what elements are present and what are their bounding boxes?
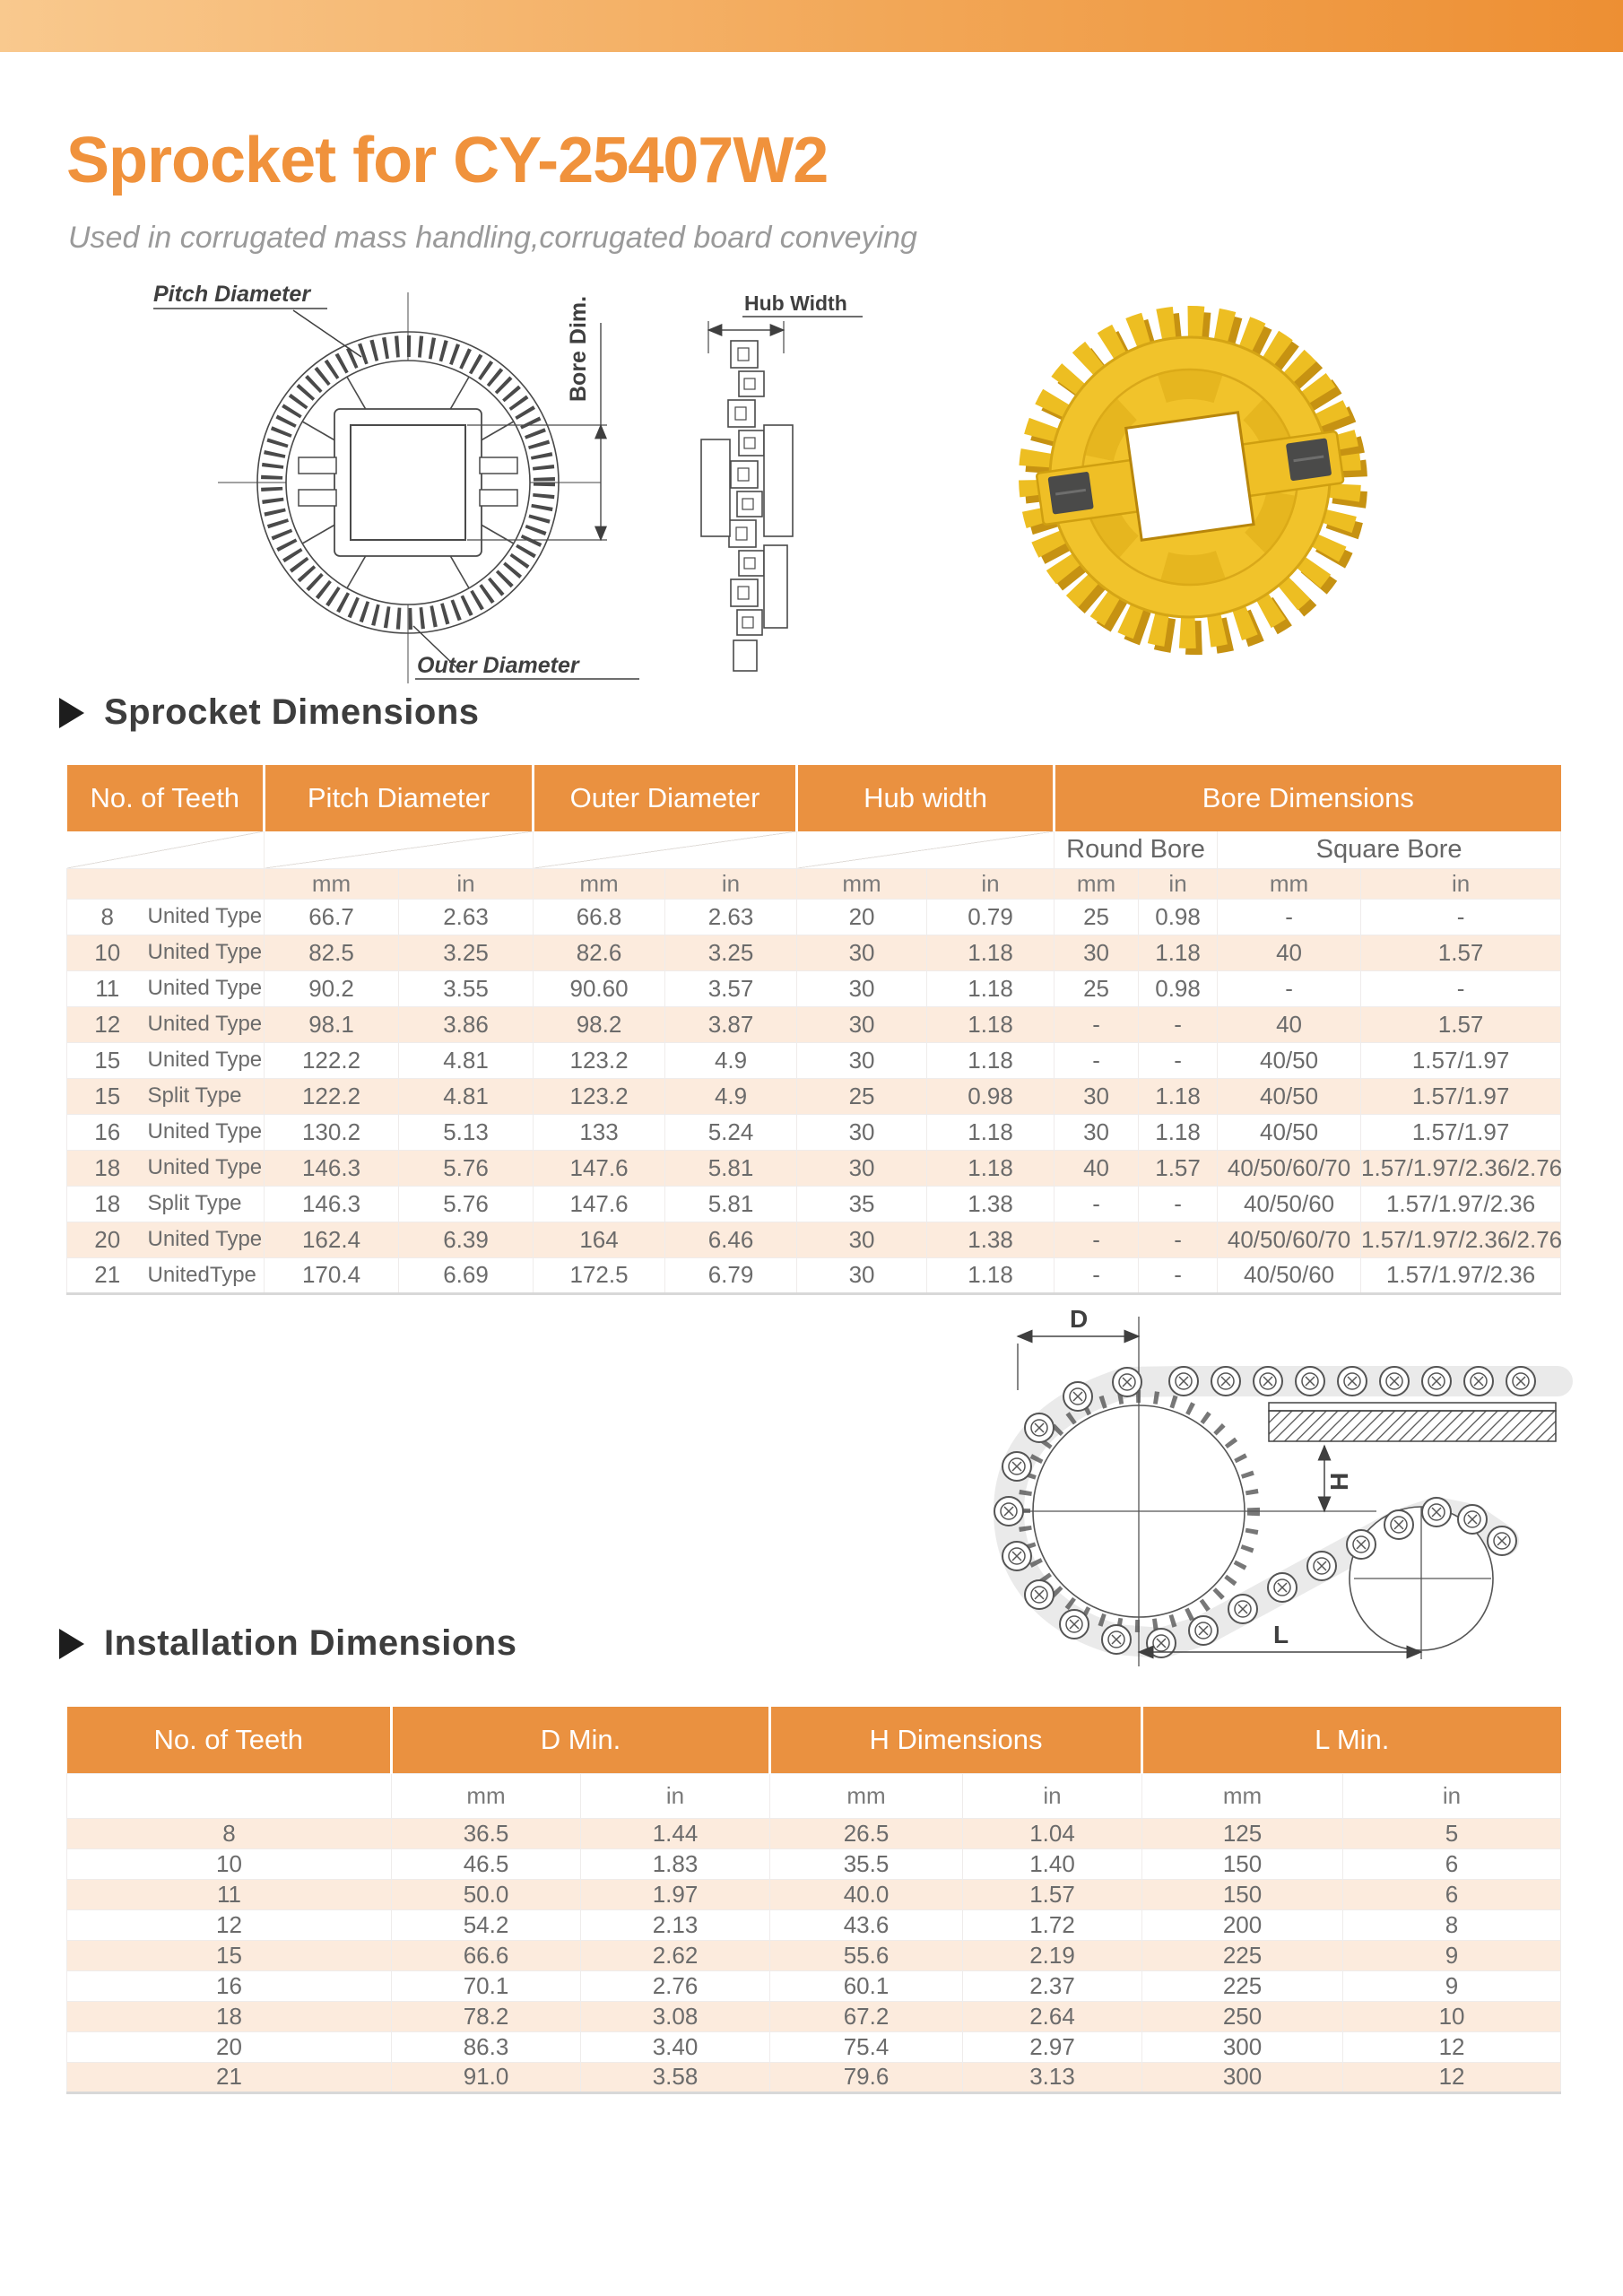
sprocket-front-view-drawing [148, 267, 659, 689]
h-in-cell: 1.40 [963, 1848, 1142, 1879]
pitch-mm-cell: 90.2 [265, 970, 399, 1006]
table-row [67, 1042, 1561, 1078]
d-in-cell: 3.58 [581, 2062, 770, 2092]
pitch-mm-cell: 122.2 [265, 1042, 399, 1078]
unit-in: in [1139, 868, 1218, 899]
round-in-cell: 1.18 [1139, 1114, 1218, 1150]
d-in-cell: 2.76 [581, 1970, 770, 2001]
round-mm-cell: 25 [1055, 970, 1139, 1006]
unit-mm: mm [1218, 868, 1361, 899]
type-cell: United Type [148, 1006, 265, 1042]
unit-in: in [581, 1773, 770, 1818]
pitch-in-cell: 5.13 [399, 1114, 534, 1150]
d-in-cell: 1.83 [581, 1848, 770, 1879]
subheader-round-bore: Round Bore [1055, 831, 1218, 868]
hub-in-cell: 1.18 [927, 1257, 1055, 1293]
outer-in-cell: 5.81 [665, 1186, 797, 1222]
teeth-cell: 21 [67, 1257, 148, 1293]
pitch-mm-cell: 66.7 [265, 899, 399, 935]
dim-h-label: H [1325, 1472, 1353, 1491]
outer-mm-cell: 90.60 [534, 970, 665, 1006]
round-in-cell: - [1139, 1257, 1218, 1293]
l-in-cell: 9 [1343, 1940, 1561, 1970]
d-mm-cell: 66.6 [392, 1940, 581, 1970]
pitch-mm-cell: 146.3 [265, 1186, 399, 1222]
outer-mm-cell: 98.2 [534, 1006, 665, 1042]
d-in-cell: 1.97 [581, 1879, 770, 1909]
outer-mm-cell: 123.2 [534, 1078, 665, 1114]
page-subtitle: Used in corrugated mass handling,corrugated board conveying [68, 221, 917, 255]
hub-in-cell: 1.18 [927, 1150, 1055, 1186]
square-in-cell: 1.57/1.97 [1361, 1042, 1561, 1078]
outer-in-cell: 3.87 [665, 1006, 797, 1042]
round-in-cell: 1.18 [1139, 1078, 1218, 1114]
unit-mm: mm [534, 868, 665, 899]
table-row [67, 1150, 1561, 1186]
col-header-teeth: No. of Teeth [67, 765, 265, 831]
type-cell: Split Type [148, 1078, 265, 1114]
l-mm-cell: 150 [1142, 1879, 1343, 1909]
h-in-cell: 3.13 [963, 2062, 1142, 2092]
outer-in-cell: 5.24 [665, 1114, 797, 1150]
h-mm-cell: 55.6 [770, 1940, 963, 1970]
d-in-cell: 2.13 [581, 1909, 770, 1940]
teeth-cell: 18 [67, 1186, 148, 1222]
teeth-cell: 12 [67, 1006, 148, 1042]
table-row [67, 1879, 1561, 1909]
d-in-cell: 2.62 [581, 1940, 770, 1970]
teeth-cell: 21 [67, 2062, 392, 2092]
h-mm-cell: 79.6 [770, 2062, 963, 2092]
type-cell: United Type [148, 1042, 265, 1078]
h-in-cell: 2.19 [963, 1940, 1142, 1970]
d-mm-cell: 78.2 [392, 2001, 581, 2031]
hub-mm-cell: 30 [797, 1042, 927, 1078]
pitch-in-cell: 6.39 [399, 1222, 534, 1257]
teeth-cell: 15 [67, 1078, 148, 1114]
d-in-cell: 3.40 [581, 2031, 770, 2062]
outer-mm-cell: 82.6 [534, 935, 665, 970]
section-heading-installation [59, 1623, 516, 1664]
h-mm-cell: 60.1 [770, 1970, 963, 2001]
l-in-cell: 10 [1343, 2001, 1561, 2031]
bottom-accent-bar [0, 0, 1623, 52]
square-in-cell: 1.57/1.97 [1361, 1078, 1561, 1114]
table-row [67, 2031, 1561, 2062]
square-in-cell: 1.57 [1361, 1006, 1561, 1042]
pitch-in-cell: 4.81 [399, 1042, 534, 1078]
square-in-cell: 1.57/1.97/2.36 [1361, 1186, 1561, 1222]
table-row [67, 899, 1561, 935]
unit-in: in [927, 868, 1055, 899]
pitch-in-cell: 5.76 [399, 1150, 534, 1186]
pitch-mm-cell: 122.2 [265, 1078, 399, 1114]
l-mm-cell: 250 [1142, 2001, 1343, 2031]
col-header-outer: Outer Diameter [534, 765, 797, 831]
outer-mm-cell: 147.6 [534, 1150, 665, 1186]
header-row [67, 1707, 1561, 1773]
h-mm-cell: 67.2 [770, 2001, 963, 2031]
d-mm-cell: 36.5 [392, 1818, 581, 1848]
round-mm-cell: - [1055, 1186, 1139, 1222]
l-mm-cell: 200 [1142, 1909, 1343, 1940]
hub-in-cell: 1.18 [927, 970, 1055, 1006]
col-header-teeth: No. of Teeth [67, 1707, 392, 1773]
hub-mm-cell: 30 [797, 1006, 927, 1042]
outer-in-cell: 2.63 [665, 899, 797, 935]
outer-in-cell: 4.9 [665, 1042, 797, 1078]
square-mm-cell: 40/50/60/70 [1218, 1222, 1361, 1257]
table-row [67, 1818, 1561, 1848]
teeth-cell: 10 [67, 1848, 392, 1879]
type-cell: United Type [148, 1222, 265, 1257]
hub-in-cell: 0.98 [927, 1078, 1055, 1114]
outer-mm-cell: 147.6 [534, 1186, 665, 1222]
outer-mm-cell: 172.5 [534, 1257, 665, 1293]
square-in-cell: 1.57 [1361, 935, 1561, 970]
pitch-in-cell: 3.86 [399, 1006, 534, 1042]
pitch-in-cell: 2.63 [399, 899, 534, 935]
hub-mm-cell: 30 [797, 1150, 927, 1186]
l-in-cell: 8 [1343, 1909, 1561, 1940]
square-mm-cell: 40 [1218, 935, 1361, 970]
l-in-cell: 12 [1343, 2062, 1561, 2092]
square-mm-cell: 40/50 [1218, 1078, 1361, 1114]
teeth-cell: 16 [67, 1970, 392, 2001]
outer-in-cell: 3.57 [665, 970, 797, 1006]
teeth-cell: 10 [67, 935, 148, 970]
pitch-in-cell: 3.55 [399, 970, 534, 1006]
round-in-cell: - [1139, 1006, 1218, 1042]
h-in-cell: 1.04 [963, 1818, 1142, 1848]
round-mm-cell: 30 [1055, 1114, 1139, 1150]
square-in-cell: - [1361, 970, 1561, 1006]
round-in-cell: 0.98 [1139, 899, 1218, 935]
round-in-cell: - [1139, 1042, 1218, 1078]
bore-dim-label: Bore Dim. [566, 295, 591, 402]
bore-subheader-row [67, 831, 1561, 868]
l-in-cell: 6 [1343, 1848, 1561, 1879]
table-row [67, 1848, 1561, 1879]
table-row [67, 1114, 1561, 1150]
round-in-cell: 0.98 [1139, 970, 1218, 1006]
d-mm-cell: 86.3 [392, 2031, 581, 2062]
d-mm-cell: 70.1 [392, 1970, 581, 2001]
section-heading-sprocket [59, 692, 480, 733]
pitch-mm-cell: 82.5 [265, 935, 399, 970]
outer-in-cell: 6.79 [665, 1257, 797, 1293]
d-mm-cell: 46.5 [392, 1848, 581, 1879]
table-row [67, 935, 1561, 970]
outer-in-cell: 5.81 [665, 1150, 797, 1186]
units-row [67, 1773, 1561, 1818]
table-row [67, 2062, 1561, 2092]
square-mm-cell: 40/50/60 [1218, 1186, 1361, 1222]
teeth-cell: 11 [67, 970, 148, 1006]
teeth-cell: 8 [67, 1818, 392, 1848]
dim-l-label: L [1273, 1621, 1289, 1648]
l-mm-cell: 300 [1142, 2062, 1343, 2092]
col-header-l-min: L Min. [1142, 1707, 1561, 1773]
square-mm-cell: 40/50/60 [1218, 1257, 1361, 1293]
l-in-cell: 5 [1343, 1818, 1561, 1848]
h-in-cell: 2.97 [963, 2031, 1142, 2062]
hub-mm-cell: 30 [797, 1114, 927, 1150]
table-row [67, 1186, 1561, 1222]
hub-in-cell: 1.18 [927, 1006, 1055, 1042]
unit-mm: mm [1142, 1773, 1343, 1818]
square-mm-cell: - [1218, 970, 1361, 1006]
round-in-cell: 1.57 [1139, 1150, 1218, 1186]
teeth-cell: 12 [67, 1909, 392, 1940]
square-mm-cell: 40/50/60/70 [1218, 1150, 1361, 1186]
l-mm-cell: 225 [1142, 1970, 1343, 2001]
pitch-mm-cell: 98.1 [265, 1006, 399, 1042]
square-mm-cell: - [1218, 899, 1361, 935]
sprocket-product-image [997, 262, 1383, 692]
d-in-cell: 3.08 [581, 2001, 770, 2031]
hub-in-cell: 1.38 [927, 1222, 1055, 1257]
h-mm-cell: 35.5 [770, 1848, 963, 1879]
round-mm-cell: - [1055, 1006, 1139, 1042]
hub-in-cell: 1.18 [927, 1114, 1055, 1150]
type-cell: United Type [148, 970, 265, 1006]
round-mm-cell: - [1055, 1042, 1139, 1078]
outer-mm-cell: 133 [534, 1114, 665, 1150]
teeth-cell: 18 [67, 2001, 392, 2031]
type-cell: UnitedType [148, 1257, 265, 1293]
teeth-cell: 11 [67, 1879, 392, 1909]
square-in-cell: 1.57/1.97/2.36/2.76 [1361, 1150, 1561, 1186]
table-row [67, 2001, 1561, 2031]
h-in-cell: 1.57 [963, 1879, 1142, 1909]
type-cell: United Type [148, 1150, 265, 1186]
hub-mm-cell: 30 [797, 935, 927, 970]
hub-mm-cell: 20 [797, 899, 927, 935]
col-header-h-dimensions: H Dimensions [770, 1707, 1142, 1773]
table-row [67, 1078, 1561, 1114]
h-in-cell: 2.64 [963, 2001, 1142, 2031]
subheader-square-bore: Square Bore [1218, 831, 1561, 868]
pitch-mm-cell: 162.4 [265, 1222, 399, 1257]
installation-diagram [991, 1300, 1574, 1682]
table-row [67, 1909, 1561, 1940]
unit-in: in [1361, 868, 1561, 899]
col-header-bore: Bore Dimensions [1055, 765, 1561, 831]
pitch-in-cell: 5.76 [399, 1186, 534, 1222]
hub-width-label: Hub Width [744, 291, 847, 315]
outer-mm-cell: 66.8 [534, 899, 665, 935]
h-in-cell: 2.37 [963, 1970, 1142, 2001]
table-row [67, 1006, 1561, 1042]
teeth-cell: 18 [67, 1150, 148, 1186]
table-row [67, 1222, 1561, 1257]
unit-in: in [399, 868, 534, 899]
round-in-cell: - [1139, 1222, 1218, 1257]
pitch-in-cell: 3.25 [399, 935, 534, 970]
square-mm-cell: 40/50 [1218, 1042, 1361, 1078]
hub-in-cell: 1.18 [927, 1042, 1055, 1078]
round-mm-cell: 25 [1055, 899, 1139, 935]
round-mm-cell: 40 [1055, 1150, 1139, 1186]
col-header-pitch: Pitch Diameter [265, 765, 534, 831]
round-mm-cell: 30 [1055, 1078, 1139, 1114]
unit-in: in [963, 1773, 1142, 1818]
d-in-cell: 1.44 [581, 1818, 770, 1848]
hub-in-cell: 0.79 [927, 899, 1055, 935]
d-mm-cell: 91.0 [392, 2062, 581, 2092]
l-in-cell: 6 [1343, 1879, 1561, 1909]
outer-in-cell: 6.46 [665, 1222, 797, 1257]
teeth-cell: 15 [67, 1042, 148, 1078]
section-title: Sprocket Dimensions [104, 692, 480, 732]
page-title: Sprocket for CY-25407W2 [66, 125, 829, 196]
square-mm-cell: 40/50 [1218, 1114, 1361, 1150]
round-mm-cell: - [1055, 1222, 1139, 1257]
type-cell: United Type [148, 899, 265, 935]
teeth-cell: 8 [67, 899, 148, 935]
teeth-cell: 20 [67, 1222, 148, 1257]
units-row [67, 868, 1561, 899]
pitch-in-cell: 6.69 [399, 1257, 534, 1293]
pitch-mm-cell: 170.4 [265, 1257, 399, 1293]
outer-mm-cell: 164 [534, 1222, 665, 1257]
teeth-cell: 20 [67, 2031, 392, 2062]
unit-mm: mm [770, 1773, 963, 1818]
h-mm-cell: 75.4 [770, 2031, 963, 2062]
triangle-bullet-icon [59, 698, 84, 728]
col-header-d-min: D Min. [392, 1707, 770, 1773]
square-in-cell: 1.57/1.97/2.36/2.76 [1361, 1222, 1561, 1257]
triangle-bullet-icon [59, 1629, 84, 1659]
unit-mm: mm [265, 868, 399, 899]
hub-mm-cell: 25 [797, 1078, 927, 1114]
unit-mm: mm [797, 868, 927, 899]
type-cell: Split Type [148, 1186, 265, 1222]
table-row [67, 1257, 1561, 1293]
table-row [67, 970, 1561, 1006]
table-row [67, 1940, 1561, 1970]
dim-d-label: D [1070, 1305, 1089, 1333]
table-row [67, 1970, 1561, 2001]
h-mm-cell: 43.6 [770, 1909, 963, 1940]
l-in-cell: 12 [1343, 2031, 1561, 2062]
teeth-cell: 16 [67, 1114, 148, 1150]
unit-in: in [665, 868, 797, 899]
sprocket-side-view-drawing [638, 289, 863, 683]
l-mm-cell: 225 [1142, 1940, 1343, 1970]
hub-mm-cell: 30 [797, 1257, 927, 1293]
square-in-cell: 1.57/1.97 [1361, 1114, 1561, 1150]
l-mm-cell: 150 [1142, 1848, 1343, 1879]
installation-dimensions-table [66, 1707, 1561, 2094]
hub-in-cell: 1.38 [927, 1186, 1055, 1222]
type-cell: United Type [148, 1114, 265, 1150]
hub-mm-cell: 30 [797, 970, 927, 1006]
pitch-mm-cell: 146.3 [265, 1150, 399, 1186]
round-in-cell: - [1139, 1186, 1218, 1222]
l-mm-cell: 300 [1142, 2031, 1343, 2062]
outer-mm-cell: 123.2 [534, 1042, 665, 1078]
square-in-cell: 1.57/1.97/2.36 [1361, 1257, 1561, 1293]
unit-mm: mm [1055, 868, 1139, 899]
hub-mm-cell: 35 [797, 1186, 927, 1222]
d-mm-cell: 50.0 [392, 1879, 581, 1909]
round-in-cell: 1.18 [1139, 935, 1218, 970]
header-row [67, 765, 1561, 831]
hub-in-cell: 1.18 [927, 935, 1055, 970]
square-in-cell: - [1361, 899, 1561, 935]
outer-in-cell: 3.25 [665, 935, 797, 970]
hub-mm-cell: 30 [797, 1222, 927, 1257]
h-mm-cell: 40.0 [770, 1879, 963, 1909]
l-in-cell: 9 [1343, 1970, 1561, 2001]
type-cell: United Type [148, 935, 265, 970]
square-mm-cell: 40 [1218, 1006, 1361, 1042]
unit-in: in [1343, 1773, 1561, 1818]
pitch-diameter-label: Pitch Diameter [153, 282, 311, 307]
unit-mm: mm [392, 1773, 581, 1818]
outer-diameter-label: Outer Diameter [417, 653, 579, 678]
h-mm-cell: 26.5 [770, 1818, 963, 1848]
col-header-hub: Hub width [797, 765, 1055, 831]
pitch-in-cell: 4.81 [399, 1078, 534, 1114]
round-mm-cell: - [1055, 1257, 1139, 1293]
h-in-cell: 1.72 [963, 1909, 1142, 1940]
sprocket-dimensions-table [66, 765, 1561, 1295]
pitch-mm-cell: 130.2 [265, 1114, 399, 1150]
d-mm-cell: 54.2 [392, 1909, 581, 1940]
l-mm-cell: 125 [1142, 1818, 1343, 1848]
outer-in-cell: 4.9 [665, 1078, 797, 1114]
round-mm-cell: 30 [1055, 935, 1139, 970]
teeth-cell: 15 [67, 1940, 392, 1970]
section-title: Installation Dimensions [104, 1623, 517, 1663]
